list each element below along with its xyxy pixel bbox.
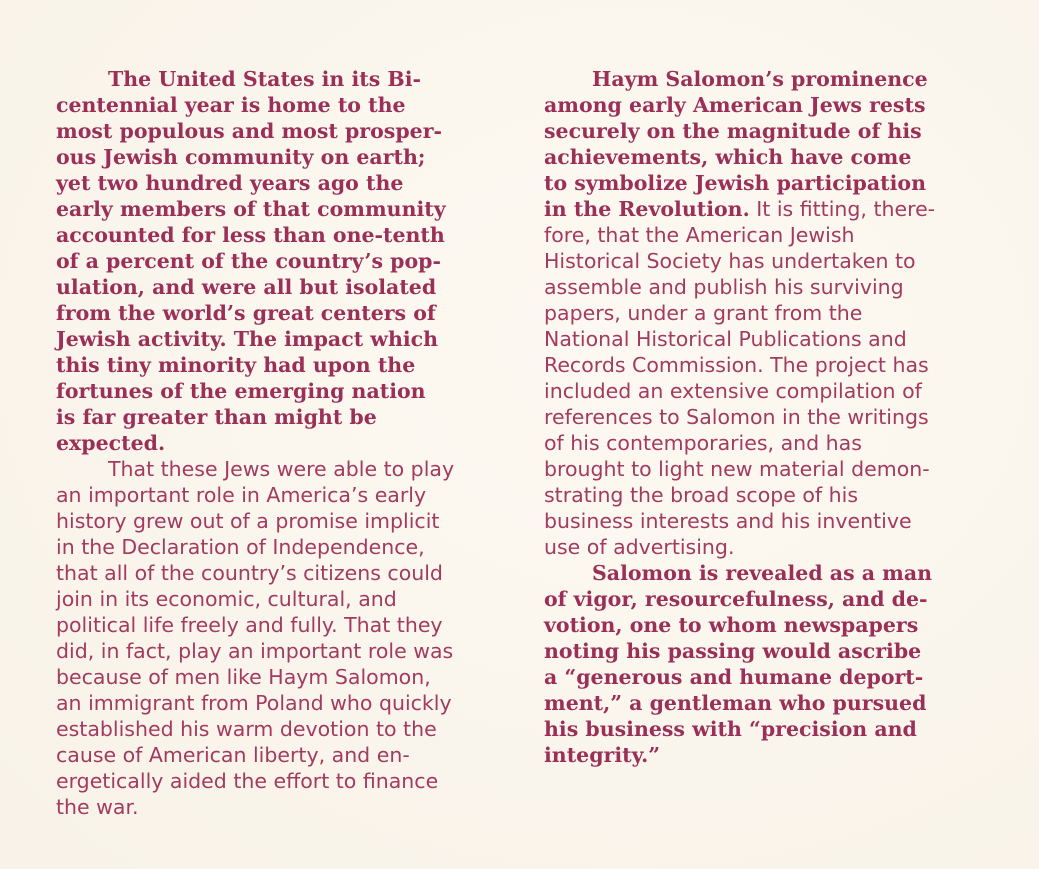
bold-run: in the Revolution. [544,197,750,221]
text-line: of vigor, resourcefulness, and de- [544,587,928,611]
text-line: noting his passing would ascribe [544,639,922,663]
left-column [56,66,518,820]
text-line: accounted for less than one-tenth [56,223,445,247]
text-line: an immigrant from Poland who quickly [56,691,452,715]
text-line: that all of the country’s citizens could [56,561,443,585]
text-line: included an extensive compilation of [544,379,922,403]
text-line: an important role in America’s early [56,483,427,507]
salomon-prominence-paragraph [544,66,1009,560]
text-line: early members of that community [56,197,446,221]
right-column [544,66,1009,768]
text-line: to symbolize Jewish participation [544,171,926,195]
text-line: expected. [56,431,166,455]
text-line: the war. [56,795,139,819]
text-line: votion, one to whom newspapers [544,613,919,637]
text-line: among early American Jews rests [544,93,926,117]
text-line: of his contemporaries, and has [544,431,862,455]
text-line: securely on the magnitude of his [544,119,922,143]
text-line: Haym Salomon’s prominence [592,67,928,91]
text-line: Jewish activity. The impact which [56,327,439,351]
text-line: National Historical Publications and [544,327,907,351]
text-line: of a percent of the country’s pop- [56,249,442,273]
text-line: yet two hundred years ago the [56,171,404,195]
text-line: achievements, which have come [544,145,912,169]
text-line: most populous and most prosper- [56,119,443,143]
text-line: centennial year is home to the [56,93,406,117]
text-line: The United States in its Bi- [108,67,422,91]
text-line: use of advertising. [544,535,735,559]
text-line: Historical Society has undertaken to [544,249,916,273]
text-line: this tiny minority had upon the [56,353,416,377]
text-line: ergetically aided the effort to finance [56,769,439,793]
text-line: integrity.” [544,743,661,767]
regular-run: It is fitting, there- [749,197,936,221]
text-line: political life freely and fully. That they [56,613,443,637]
text-line: That these Jews were able to play [108,457,455,481]
text-line: fortunes of the emerging nation [56,379,426,403]
text-line: references to Salomon in the writings [544,405,929,429]
text-line: history grew out of a promise implicit [56,509,440,533]
text-line: from the world’s great centers of [56,301,436,325]
text-line: fore, that the American Jewish [544,223,855,247]
intro-paragraph [56,66,518,456]
text-line: because of men like Haym Salomon, [56,665,431,689]
text-line: Records Commission. The project has [544,353,929,377]
text-line: a “generous and humane deport- [544,665,924,689]
text-line: assemble and publish his surviving [544,275,904,299]
text-line [544,196,1009,222]
text-line: ment,” a gentleman who pursued [544,691,927,715]
body-paragraph [56,456,518,820]
salomon-revealed-paragraph [544,560,1009,768]
text-line: in the Declaration of Independence, [56,535,425,559]
text-line: business interests and his inventive [544,509,912,533]
text-line: his business with “precision and [544,717,917,741]
text-line: strating the broad scope of his [544,483,859,507]
text-line: brought to light new material demon- [544,457,930,481]
text-line: ous Jewish community on earth; [56,145,426,169]
text-line: ulation, and were all but isolated [56,275,437,299]
text-line: did, in fact, play an important role was [56,639,454,663]
text-line: established his warm devotion to the [56,717,437,741]
text-line: is far greater than might be [56,405,377,429]
text-line: join in its economic, cultural, and [56,587,397,611]
text-line: papers, under a grant from the [544,301,863,325]
text-line: cause of American liberty, and en- [56,743,410,767]
text-line: Salomon is revealed as a man [592,561,933,585]
